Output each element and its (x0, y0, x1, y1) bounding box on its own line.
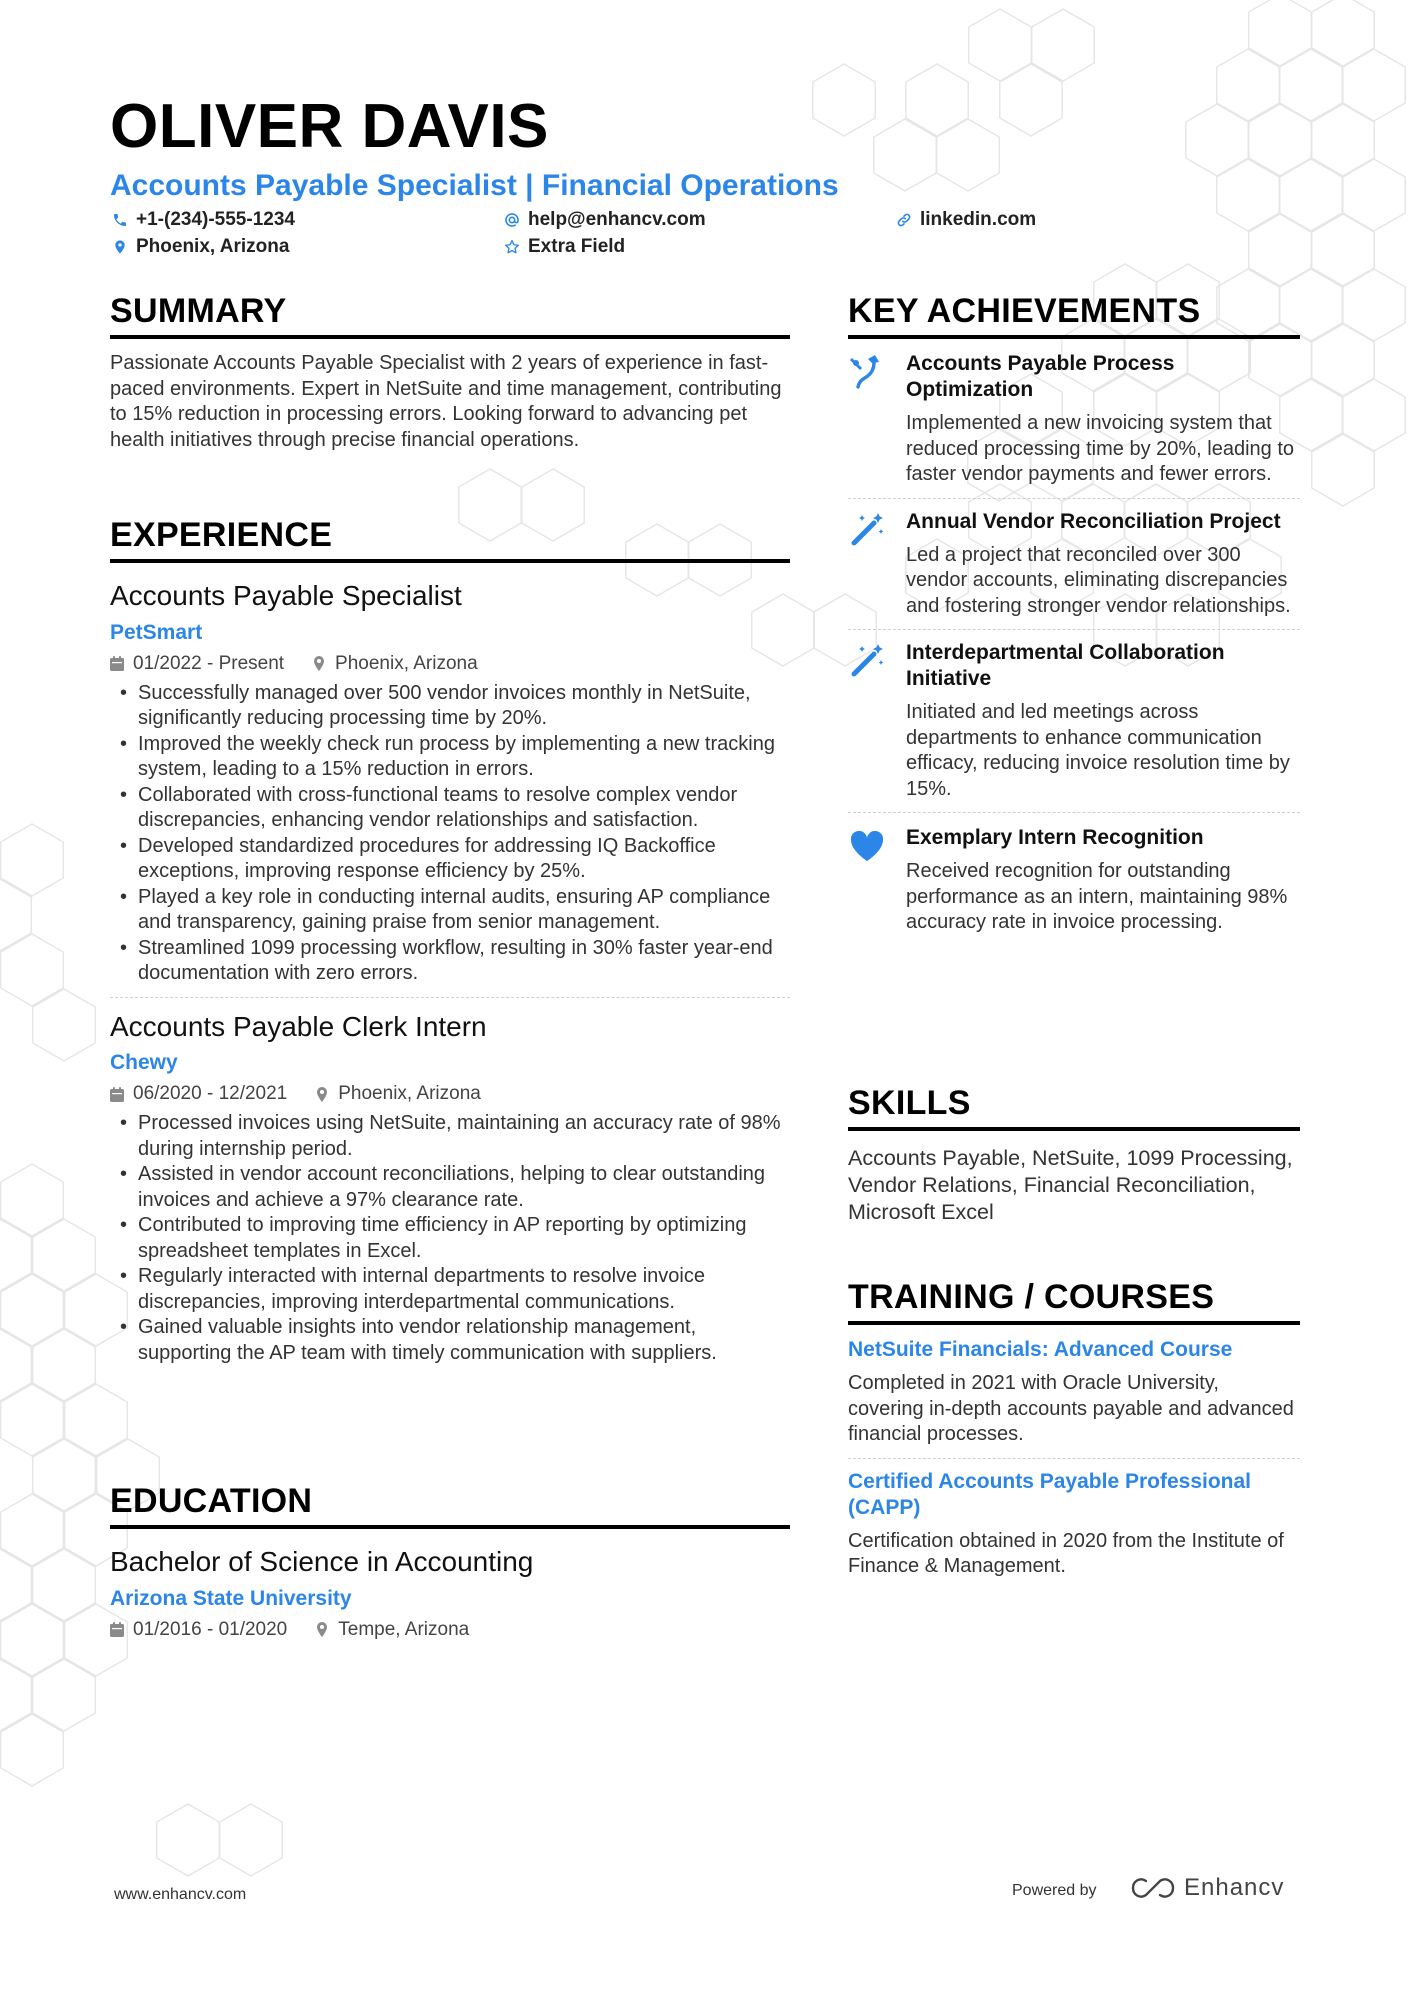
divider (848, 498, 1300, 499)
list-item: • Successfully managed over 500 vendor invoices monthly in NetSuite, significantly reducing processing time by 20%. (110, 681, 790, 732)
experience-heading: EXPERIENCE (110, 516, 790, 563)
summary-text: Passionate Accounts Payable Specialist with 2 years of experience in fast-paced environments. Expert in NetSuite and time management, contributing to 15% reduction in processing errors. Looking forward to advancing pet health initiatives through precise financial operations. (110, 352, 782, 451)
course-item (848, 1469, 1300, 1580)
candidate-headline: Accounts Payable Specialist | Financial Operations (110, 169, 839, 202)
location-pin-icon (315, 1622, 329, 1637)
education-meta (110, 1619, 790, 1641)
list-item: • Improved the weekly check run process by implementing a new tracking system, leading to a 15% reduction in errors. (110, 732, 790, 783)
job-entry-2 (110, 1010, 790, 1367)
list-item: • Gained valuable insights into vendor relationship management, supporting the AP team with timely communication with suppliers. (110, 1315, 790, 1366)
achievement-item (848, 825, 1300, 936)
phone-icon (112, 212, 128, 228)
list-item: • Regularly interacted with internal departments to resolve invoice discrepancies, improving interdepartmental communications. (110, 1264, 790, 1315)
contact-email[interactable] (504, 210, 706, 229)
list-item: • Contributed to improving time efficiency in AP reporting by optimizing spreadsheet templates in Excel. (110, 1213, 790, 1264)
list-item: • Collaborated with cross-functional teams to resolve complex vendor discrepancies, enhancing vendor relationships and satisfaction. (110, 783, 790, 834)
training-heading: TRAINING / COURSES (848, 1278, 1300, 1325)
brand-name: Enhancv (1184, 1874, 1285, 1901)
education-dates-text: 01/2016 - 01/2020 (133, 1618, 288, 1640)
divider (848, 812, 1300, 813)
job-location (312, 653, 478, 675)
contact-extra (504, 237, 625, 256)
course-title: Certified Accounts Payable Professional (CAPP) (848, 1469, 1252, 1519)
course-desc: Certification obtained in 2020 from the Institute of Finance & Management. (848, 1529, 1284, 1578)
achievements-section (848, 292, 1300, 936)
achievement-desc: Implemented a new invoicing system that reduced processing time by 20%, leading to faster vendor payments and fewer errors. (906, 412, 1295, 486)
job-dates (110, 1083, 287, 1105)
achievement-desc: Received recognition for outstanding performance as an intern, maintaining 98% accuracy rate in invoice processing. (906, 860, 1288, 934)
divider (848, 629, 1300, 630)
training-section (848, 1278, 1300, 1580)
star-icon (504, 239, 520, 255)
skills-section (848, 1084, 1300, 1226)
list-item: • Assisted in vendor account reconciliations, helping to clear outstanding invoices and achieve a 97% clearance rate. (110, 1162, 790, 1213)
degree-title: Bachelor of Science in Accounting (110, 1546, 534, 1578)
calendar-icon (110, 1622, 124, 1637)
phone-text: +1-(234)-555-1234 (136, 209, 295, 230)
job-bullets (110, 1111, 790, 1366)
magic-wand-icon (848, 511, 886, 549)
experience-section (110, 516, 790, 1366)
achievements-heading: KEY ACHIEVEMENTS (848, 292, 1300, 339)
education-dates (110, 1619, 287, 1641)
calendar-icon (110, 656, 124, 671)
job-meta (110, 1083, 790, 1105)
list-item: • Developed standardized procedures for addressing IQ Backoffice exceptions, improving response efficiency by 25%. (110, 834, 790, 885)
achievement-title: Accounts Payable Process Optimization (906, 352, 1175, 402)
contact-location (112, 237, 289, 256)
course-item (848, 1337, 1300, 1448)
candidate-name: OLIVER DAVIS (110, 92, 549, 161)
brand-logo[interactable] (1130, 1874, 1284, 1902)
link-icon (896, 212, 912, 228)
location-pin-icon (315, 1087, 329, 1102)
job-dates (110, 653, 284, 675)
achievement-title: Interdepartmental Collaboration Initiative (906, 641, 1225, 691)
achievement-desc: Initiated and led meetings across departments to enhance communication efficacy, reducing invoice resolution time by 15%. (906, 701, 1290, 800)
school-name: Arizona State University (110, 1586, 352, 1610)
skills-text: Accounts Payable, NetSuite, 1099 Processing, Vendor Relations, Financial Reconciliation, Microsoft Excel (848, 1146, 1293, 1225)
process-route-icon (848, 353, 886, 391)
contact-phone[interactable] (112, 210, 295, 229)
linkedin-text: linkedin.com (920, 209, 1037, 230)
job-meta (110, 653, 790, 675)
job-location-text: Phoenix, Arizona (335, 652, 478, 674)
location-pin-icon (312, 656, 326, 671)
divider (848, 1458, 1300, 1459)
list-item: • Played a key role in conducting internal audits, ensuring AP compliance and transparency, gaining praise from senior management. (110, 885, 790, 936)
job-location-text: Phoenix, Arizona (338, 1083, 481, 1105)
achievement-title: Annual Vendor Reconciliation Project (906, 509, 1281, 533)
education-section (110, 1482, 790, 1641)
footer-website-link[interactable]: www.enhancv.com (114, 1886, 247, 1903)
at-icon (504, 212, 520, 228)
heart-icon (848, 827, 886, 865)
achievement-desc: Led a project that reconciled over 300 vendor accounts, eliminating discrepancies and fostering stronger vendor relationships. (906, 543, 1291, 617)
magic-wand-icon (848, 642, 886, 680)
location-text: Phoenix, Arizona (136, 236, 290, 257)
company-name: PetSmart (110, 620, 203, 644)
education-location-text: Tempe, Arizona (338, 1618, 470, 1640)
job-title: Accounts Payable Clerk Intern (110, 1010, 487, 1042)
extra-text: Extra Field (528, 236, 626, 257)
company-name: Chewy (110, 1051, 178, 1075)
list-item: • Streamlined 1099 processing workflow, resulting in 30% faster year-end documentation with zero errors. (110, 936, 790, 987)
achievement-item (848, 351, 1300, 488)
achievement-item (848, 640, 1300, 802)
job-bullets (110, 681, 790, 987)
email-text: help@enhancv.com (528, 209, 706, 230)
summary-section (110, 292, 790, 453)
job-dates-text: 01/2022 - Present (133, 652, 285, 674)
job-dates-text: 06/2020 - 12/2021 (133, 1083, 288, 1105)
location-pin-icon (112, 239, 128, 255)
skills-heading: SKILLS (848, 1084, 1300, 1131)
achievement-item (848, 509, 1300, 620)
education-location (315, 1619, 469, 1641)
course-desc: Completed in 2021 with Oracle University, covering in-depth accounts payable and advanced financial processes. (848, 1372, 1294, 1446)
enhancv-logo-icon (1130, 1875, 1176, 1901)
contact-linkedin[interactable] (896, 210, 1036, 229)
job-title: Accounts Payable Specialist (110, 580, 462, 612)
summary-heading: SUMMARY (110, 292, 790, 339)
powered-by-label: Powered by (1012, 1882, 1097, 1899)
calendar-icon (110, 1087, 124, 1102)
course-title: NetSuite Financials: Advanced Course (848, 1338, 1233, 1362)
list-item: • Processed invoices using NetSuite, maintaining an accuracy rate of 98% during internship period. (110, 1111, 790, 1162)
divider (110, 997, 790, 998)
education-heading: EDUCATION (110, 1482, 790, 1529)
achievement-title: Exemplary Intern Recognition (906, 826, 1204, 850)
job-entry-1 (110, 579, 790, 987)
job-location (315, 1083, 481, 1105)
